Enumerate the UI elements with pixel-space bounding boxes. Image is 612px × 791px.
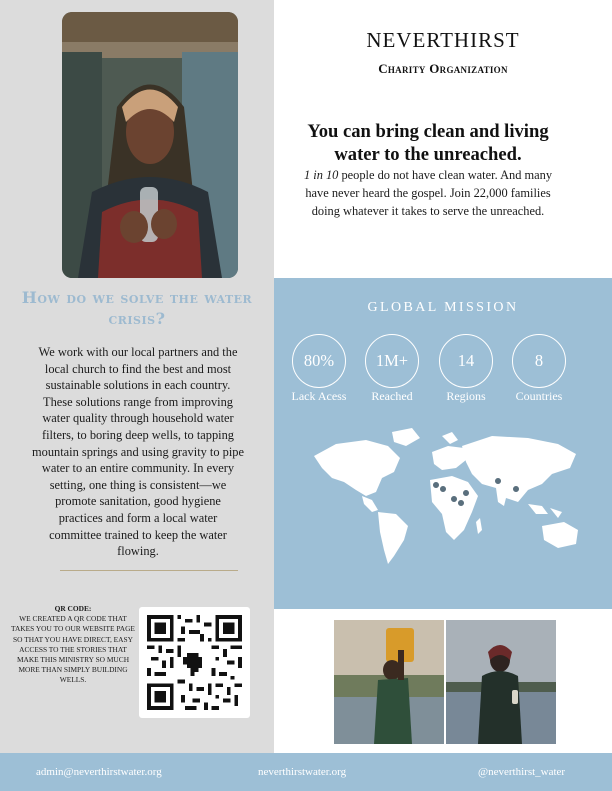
left-column xyxy=(0,0,274,753)
photo-woman-by-lake xyxy=(446,620,556,744)
world-map xyxy=(296,418,596,568)
qr-code[interactable] xyxy=(139,607,250,718)
footer-website-link[interactable]: neverthirstwater.org xyxy=(258,766,347,778)
divider xyxy=(60,570,238,571)
footer-social-handle[interactable]: @neverthirst_water xyxy=(478,766,566,778)
stat-label: Regions xyxy=(446,389,486,403)
stat-label: Lack Acess xyxy=(291,389,347,403)
global-mission-panel xyxy=(274,278,612,609)
stat-value: 14 xyxy=(439,334,493,388)
stat-value: 8 xyxy=(512,334,566,388)
org-name: NEVERTHIRST xyxy=(366,28,520,52)
stat-label: Reached xyxy=(371,389,413,403)
intro-text xyxy=(296,166,560,220)
stat-value: 1M+ xyxy=(365,334,419,388)
hero-photo-woman-drinking-water xyxy=(62,12,238,278)
solve-body: We work with our local partners and the local church to find the best and most sustainable solutions in each country. These solutions range from improving water quality through household water filters, to boring deep wells, to tapping mountain springs and using gravity to pipe water to an entire community. In every setting, one thing is consistent—we promote sanitation, good hygiene practices and form a local water committee trained to keep the water flowing. xyxy=(32,345,244,559)
photo-man-carrying-water-jug xyxy=(334,620,444,744)
mission-title: GLOBAL MISSION xyxy=(367,300,519,315)
stat-countries xyxy=(509,334,569,402)
qr-code-image xyxy=(147,615,242,710)
stat-reached xyxy=(362,334,422,402)
org-subtitle: Charity Organization xyxy=(378,61,508,76)
stat-value: 80% xyxy=(292,334,346,388)
stat-regions xyxy=(436,334,496,402)
solve-title: How do we solve the water crisis? xyxy=(21,288,253,328)
qr-description xyxy=(8,604,138,686)
intro-lead: 1 in 10 xyxy=(303,168,339,182)
intro-body: people do not have clean water. And many have never heard the gospel. Join 22,000 families doing whatever it takes to serve the unreached. xyxy=(305,168,553,218)
footer xyxy=(0,753,612,791)
photo-strip xyxy=(334,620,556,744)
footer-email-link[interactable]: admin@neverthirstwater.org xyxy=(36,766,162,778)
qr-text: WE CREATED A QR CODE THAT TAKES YOU TO OUR WEBSITE PAGE SO THAT YOU HAVE DIRECT, EASY ACCESS TO THE STORIES THAT MAKE THIS MINISTRY SO MUCH MORE THAN SIMPLY BUILDING WELLS. xyxy=(11,614,135,685)
stat-label: Countries xyxy=(515,389,563,403)
stat-lack-access xyxy=(289,334,349,402)
qr-heading: QR CODE: xyxy=(54,604,92,613)
headline: You can bring clean and living water to the unreached. xyxy=(307,121,549,165)
